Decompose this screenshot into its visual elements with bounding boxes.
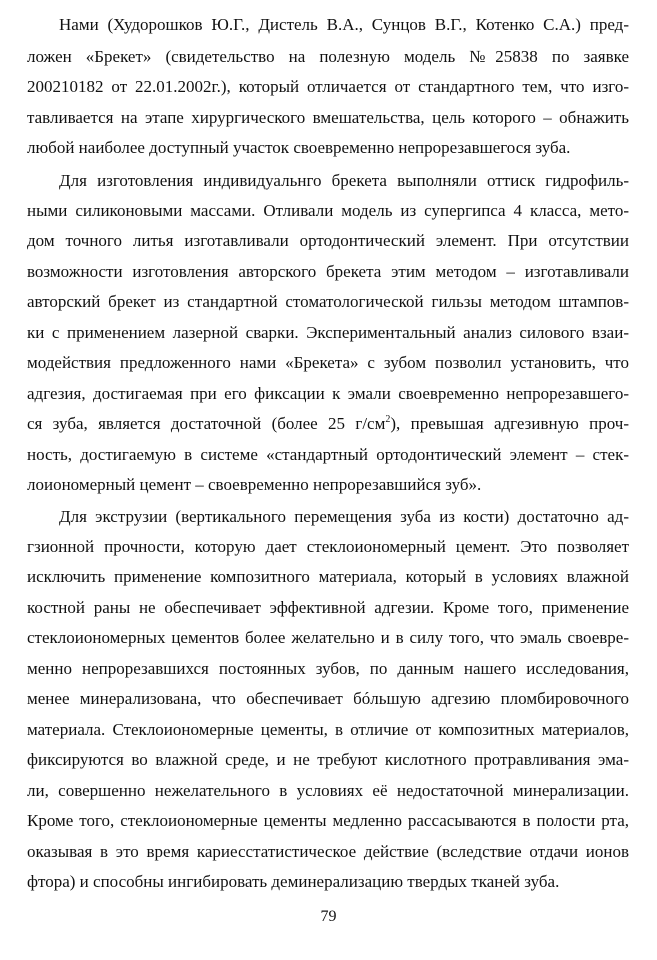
- text-line: Нами (Худорошков Ю.Г., Дистель В.А., Сунцов В.Г., Котенко С.А.) пред-: [59, 15, 629, 34]
- text-segment: ), превышая адгезивную проч-: [390, 414, 629, 433]
- text-line: авторский брекет из стандартной стоматологической гильзы методом штампов-: [27, 292, 629, 311]
- text-line: менно непрорезавшихся постоянных зубов, по данным нашего исследования,: [27, 659, 629, 678]
- text-line: дом точного литья изготавливали ортодонтический элемент. При отсутствии: [27, 231, 629, 250]
- text-line: ность, достигаемую в системе «стандартный ортодонтический элемент – стек-: [27, 445, 629, 464]
- text-line: Для экструзии (вертикального перемещения зуба из кости) достаточно ад-: [59, 507, 629, 526]
- text-line: стеклоиономерных цементов более желательно и в силу того, что эмаль своевре-: [27, 628, 629, 647]
- text-line: менее минерализована, что обеспечивает бóльшую адгезию пломбировочного: [27, 689, 629, 708]
- text-line: фтора) и способны ингибировать деминерализацию твердых тканей зуба.: [27, 872, 560, 891]
- text-line: Кроме того, стеклоиономерные цементы медленно рассасываются в полости рта,: [27, 811, 629, 830]
- text-line: костной раны не обеспечивает эффективной адгезии. Кроме того, применение: [27, 598, 629, 617]
- text-segment: ся зуба, является достаточной (более 25 г/см: [27, 414, 386, 433]
- text-line: тавливается на этапе хирургического вмешательства, цель которого – обнажить: [27, 108, 629, 127]
- text-line: исключить применение композитного материала, который в условиях влажной: [27, 567, 629, 586]
- text-line: ки с применением лазерной сварки. Экспериментальный анализ силового взаи-: [27, 323, 629, 342]
- text-line: лоиономерный цемент – своевременно непрорезавшийся зуб».: [27, 475, 482, 494]
- superscript: 2: [385, 414, 391, 425]
- page-number: 79: [320, 908, 337, 925]
- text-line: ли, совершенно нежелательного в условиях её недостаточной минерализации.: [27, 781, 629, 800]
- text-line: адгезия, достигаемая при его фиксации к эмали своевременно непрорезавшего-: [27, 384, 629, 403]
- text-line: Для изготовления индивидуальнго брекета выполняли оттиск гидрофиль-: [59, 171, 629, 190]
- text-line: гзионной прочности, которую дает стеклоиономерный цемент. Это позволяет: [27, 537, 629, 556]
- text-line: оказывая в это время кариесстатистическое действие (вследствие отдачи ионов: [27, 842, 629, 861]
- text-line: ложен «Брекет» (свидетельство на полезную модель №25838 по заявке: [27, 47, 629, 66]
- text-line: 200210182 от 22.01.2002г.), который отличается от стандартного тем, что изго-: [27, 77, 629, 96]
- text-line: материала. Стеклоиономерные цементы, в отличие от композитных материалов,: [27, 720, 629, 739]
- text-line: любой наиболее доступный участок своевременно непрорезавшегося зуба.: [27, 138, 571, 157]
- text-line: модействия предложенного нами «Брекета» с зубом позволил установить, что: [27, 353, 629, 372]
- text-line: ными силиконовыми массами. Отливали модель из супергипса 4 класса, мето-: [27, 201, 629, 220]
- text-line-with-unit: [27, 414, 629, 434]
- text-line: возможности изготовления авторского брекета этим методом – изготавливали: [27, 262, 629, 281]
- text-line: фиксируются во влажной среде, и не требуют кислотного протравливания эма-: [27, 750, 629, 769]
